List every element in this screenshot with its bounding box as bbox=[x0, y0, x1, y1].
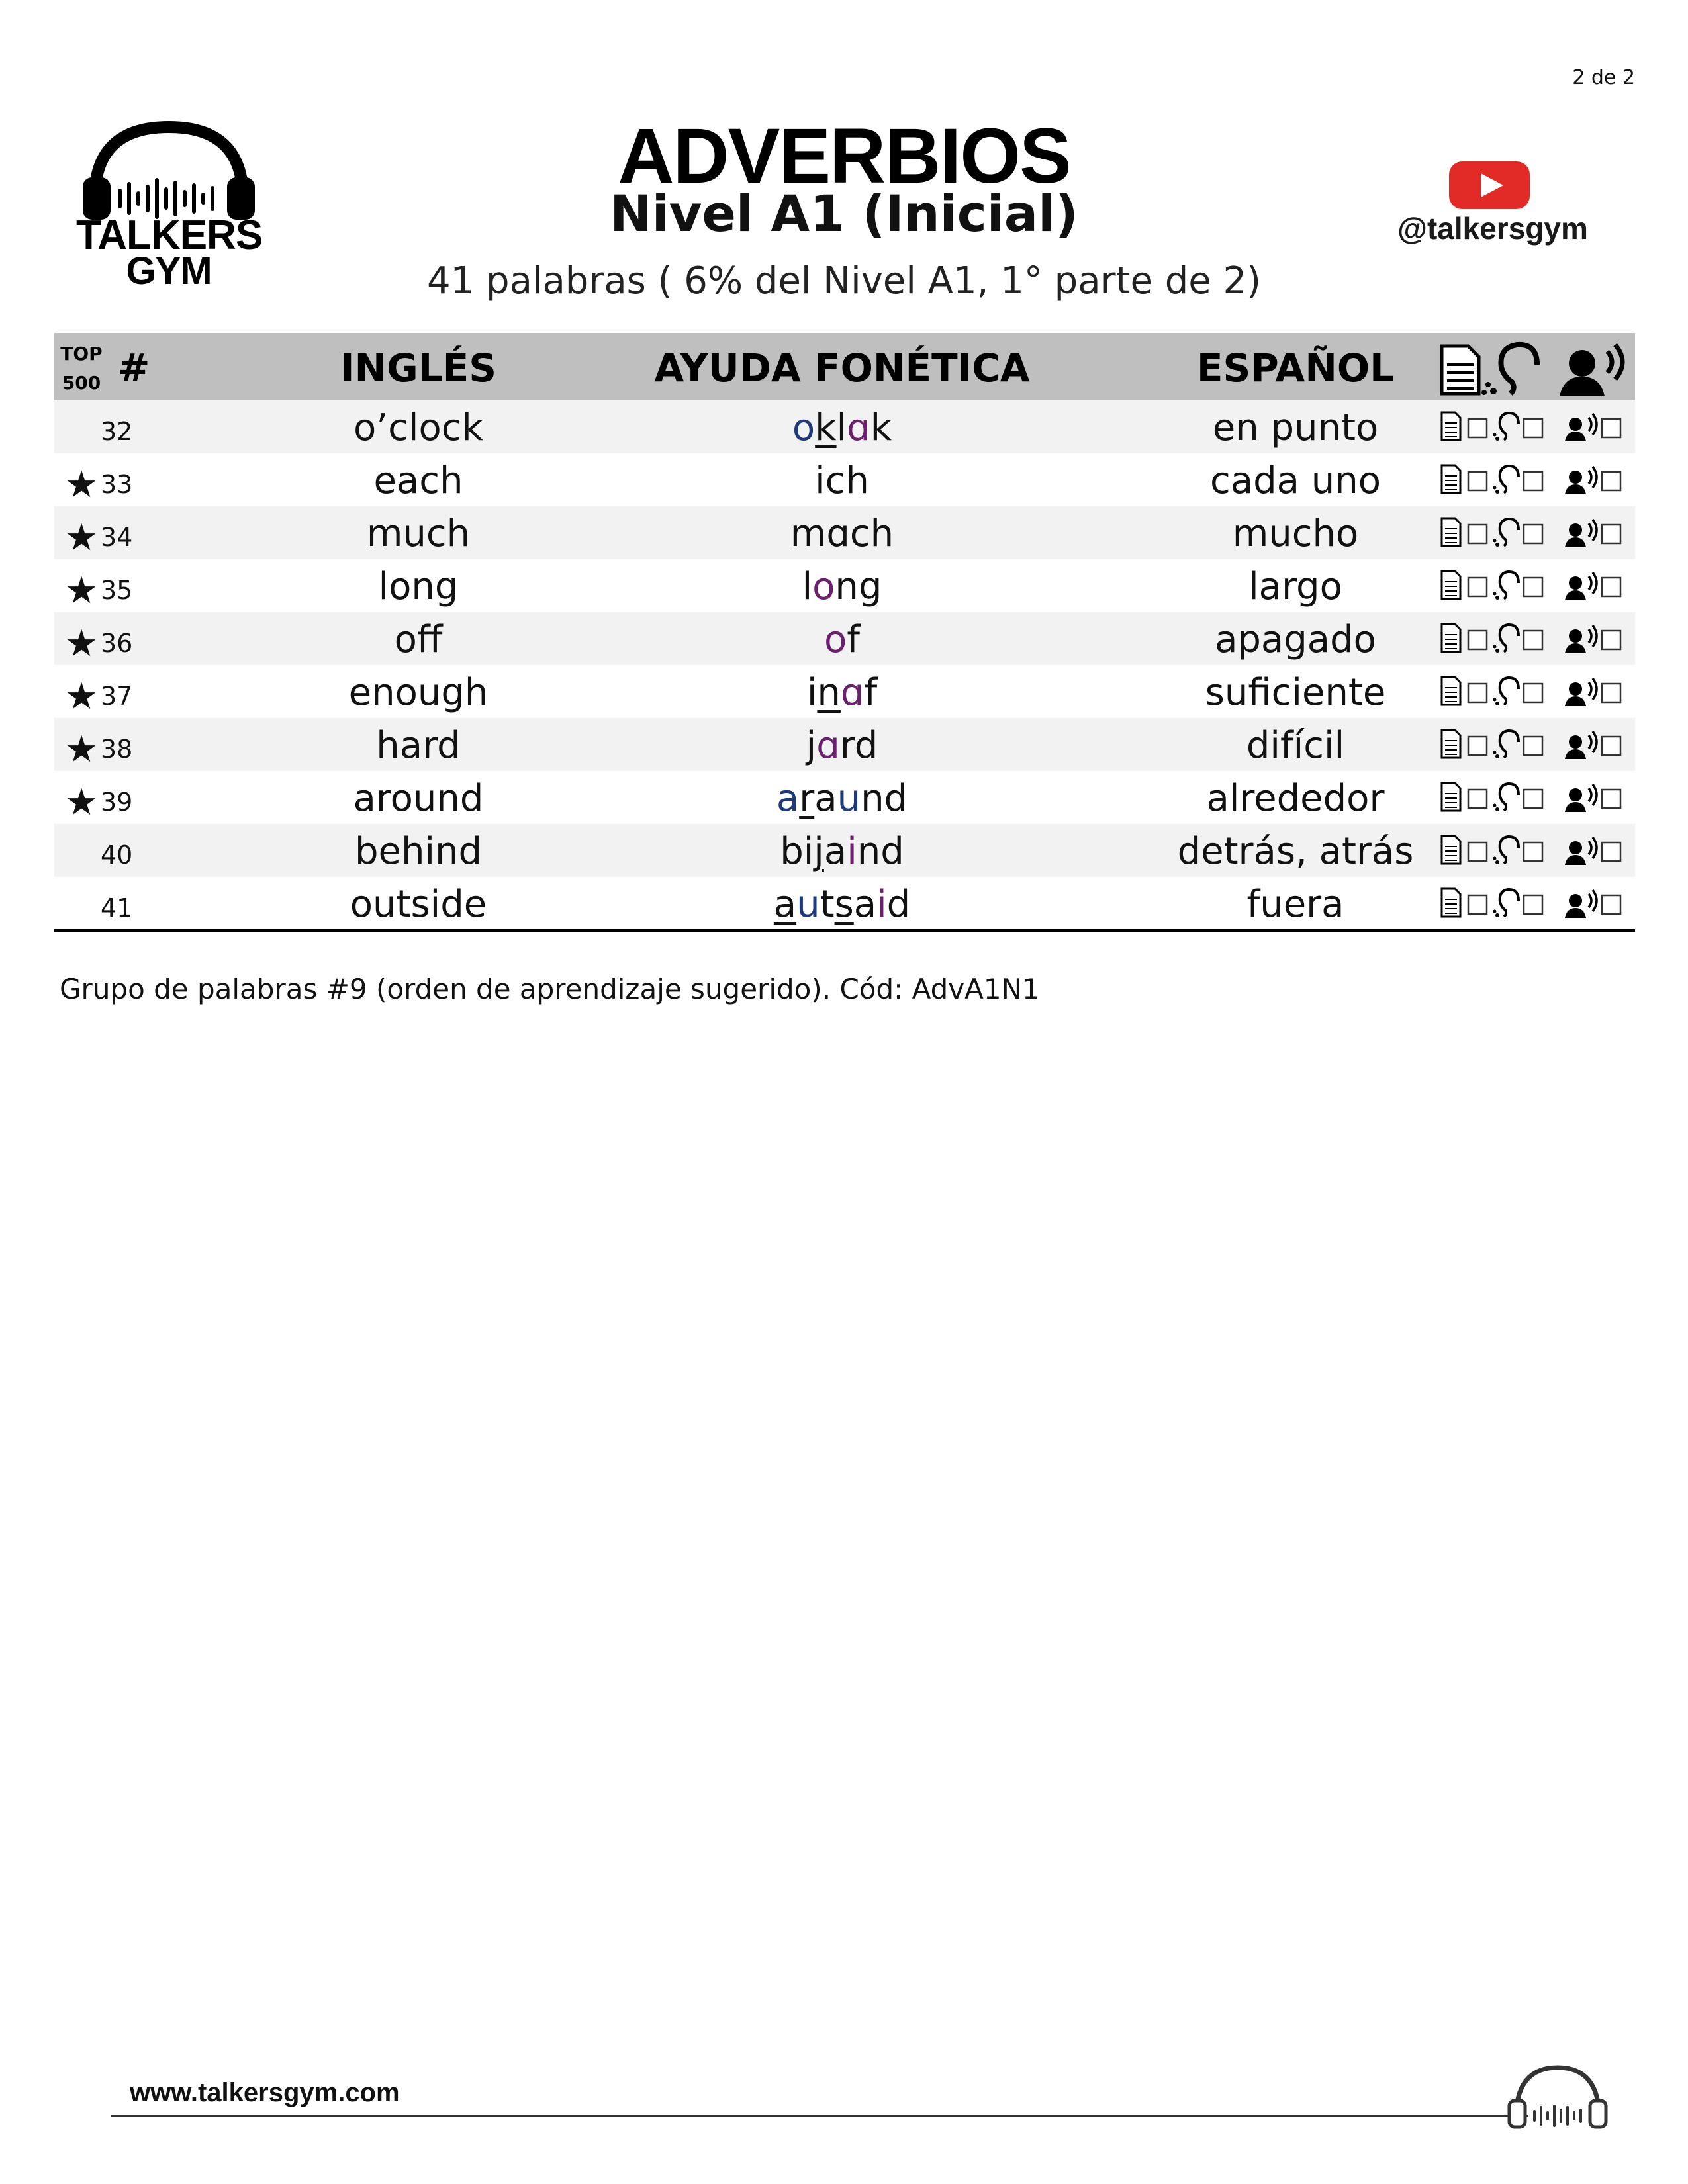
phonetic-help bbox=[610, 400, 1074, 453]
check-box-read bbox=[1468, 631, 1487, 649]
progress-checkboxes[interactable] bbox=[1439, 569, 1638, 602]
spanish-word: cada uno bbox=[1209, 459, 1381, 502]
table-row bbox=[54, 718, 1635, 771]
document-icon bbox=[1442, 836, 1460, 864]
phonetic-segment: bi bbox=[780, 830, 814, 873]
ear-icon bbox=[1493, 731, 1519, 758]
spanish-word: fuera bbox=[1246, 883, 1344, 926]
phonetic-help bbox=[610, 453, 1074, 506]
phonetic-segment: k bbox=[815, 406, 837, 449]
top500-star-icon bbox=[65, 824, 98, 877]
table-row bbox=[54, 612, 1635, 665]
row-number: 34 bbox=[101, 523, 133, 552]
phonetic-segment: nd bbox=[857, 830, 904, 873]
phonetic-help bbox=[610, 718, 1074, 771]
top500-star-icon: ★ bbox=[65, 781, 99, 824]
check-box-listen bbox=[1524, 525, 1542, 543]
check-box-read bbox=[1468, 842, 1487, 861]
row-number: 40 bbox=[101, 841, 133, 870]
ear-icon bbox=[1493, 519, 1519, 547]
spanish-word: detrás, atrás bbox=[1177, 830, 1414, 873]
ear-icon bbox=[1493, 889, 1519, 917]
check-box-listen bbox=[1524, 684, 1542, 702]
speaker-icon bbox=[1565, 837, 1597, 865]
english-word: each bbox=[373, 459, 463, 502]
phonetic-segment: mɑch bbox=[790, 512, 894, 555]
header-icons bbox=[1438, 338, 1636, 398]
phonetic-segment: a bbox=[773, 883, 797, 926]
top500-star-icon bbox=[65, 877, 98, 930]
spanish-word: suficiente bbox=[1205, 671, 1386, 714]
table-row bbox=[54, 824, 1635, 877]
check-box-read bbox=[1468, 737, 1487, 755]
ear-icon bbox=[1493, 466, 1519, 494]
document-icon bbox=[1442, 889, 1460, 917]
table-header bbox=[54, 333, 1635, 400]
check-box-listen bbox=[1524, 472, 1542, 490]
english-word: hard bbox=[376, 724, 461, 767]
group-note: Grupo de palabras #9 (orden de aprendizaje sugerido). Cód: AdvA1N1 bbox=[60, 973, 1040, 1005]
row-number: 36 bbox=[101, 629, 133, 658]
top500-star-icon: ★ bbox=[65, 569, 99, 612]
speaker-icon bbox=[1560, 345, 1622, 396]
table-row bbox=[54, 506, 1635, 559]
table-body bbox=[54, 400, 1635, 930]
document-icon bbox=[1442, 571, 1460, 599]
logo-text-gym: GYM bbox=[126, 250, 212, 293]
speaker-icon bbox=[1565, 678, 1597, 706]
phonetic-segment: l bbox=[802, 565, 813, 608]
table-row bbox=[54, 877, 1635, 930]
check-box-speak bbox=[1602, 895, 1620, 914]
speaker-icon bbox=[1565, 520, 1597, 547]
table-bottom-rule bbox=[54, 929, 1635, 932]
phonetic-segment: n bbox=[817, 671, 841, 714]
progress-checkboxes[interactable] bbox=[1439, 410, 1638, 443]
progress-checkboxes[interactable] bbox=[1439, 886, 1638, 919]
check-box-read bbox=[1468, 790, 1487, 808]
document-icon bbox=[1442, 730, 1460, 758]
check-box-read bbox=[1468, 578, 1487, 596]
phonetic-segment: r bbox=[799, 777, 815, 820]
check-box-speak bbox=[1602, 631, 1620, 649]
phonetic-segment: i bbox=[806, 671, 818, 714]
word-count: 41 palabras ( 6% del Nivel A1, 1° parte de 2) bbox=[426, 259, 1262, 302]
phonetic-help bbox=[610, 824, 1074, 877]
phonetic-segment: o bbox=[812, 565, 835, 608]
table-row bbox=[54, 559, 1635, 612]
vocabulary-table bbox=[54, 333, 1635, 930]
phonetic-segment: u bbox=[796, 883, 820, 926]
table-row bbox=[54, 453, 1635, 506]
check-box-read bbox=[1468, 684, 1487, 702]
row-number: 35 bbox=[101, 576, 133, 605]
top500-star-icon bbox=[65, 400, 98, 453]
phonetic-segment: ng bbox=[835, 565, 882, 608]
progress-checkboxes[interactable] bbox=[1439, 833, 1638, 866]
logo-text-talkers: TALKERS bbox=[76, 212, 263, 258]
phonetic-segment: ɑ bbox=[840, 671, 865, 714]
phonetic-segment: a bbox=[853, 883, 877, 926]
progress-checkboxes[interactable] bbox=[1439, 463, 1638, 496]
footer-url[interactable]: www.talkersgym.com bbox=[130, 2078, 400, 2107]
check-box-read bbox=[1468, 895, 1487, 914]
progress-checkboxes[interactable] bbox=[1439, 621, 1638, 655]
document-icon bbox=[1442, 346, 1479, 394]
row-number: 38 bbox=[101, 735, 133, 764]
phonetic-segment: u bbox=[837, 777, 861, 820]
spanish-word: apagado bbox=[1215, 618, 1376, 661]
header-spanish: ESPAÑOL bbox=[1196, 345, 1395, 390]
top500-header bbox=[58, 340, 105, 398]
spanish-word: difícil bbox=[1246, 724, 1345, 767]
check-box-listen bbox=[1524, 895, 1542, 914]
header-number: # bbox=[117, 345, 150, 390]
phonetic-segment: i bbox=[847, 830, 857, 873]
top500-line2: 500 bbox=[62, 372, 101, 394]
progress-checkboxes[interactable] bbox=[1439, 516, 1638, 549]
phonetic-segment: a bbox=[776, 777, 800, 820]
document-icon bbox=[1442, 412, 1460, 440]
speaker-icon bbox=[1565, 784, 1597, 812]
phonetic-segment: s bbox=[834, 883, 854, 926]
ear-icon bbox=[1493, 572, 1519, 600]
progress-checkboxes[interactable] bbox=[1439, 780, 1638, 813]
row-number: 32 bbox=[101, 417, 133, 446]
phonetic-segment: o bbox=[792, 406, 816, 449]
progress-checkboxes[interactable] bbox=[1439, 674, 1638, 707]
check-box-speak bbox=[1602, 578, 1620, 596]
speaker-icon bbox=[1565, 572, 1597, 600]
row-number: 41 bbox=[101, 893, 133, 923]
check-box-listen bbox=[1524, 631, 1542, 649]
ear-icon bbox=[1493, 625, 1519, 653]
table-row bbox=[54, 400, 1635, 453]
check-box-speak bbox=[1602, 842, 1620, 861]
phonetic-segment: f bbox=[847, 618, 860, 661]
phonetic-segment: a bbox=[823, 830, 847, 873]
check-box-speak bbox=[1602, 790, 1620, 808]
phonetic-segment: k bbox=[870, 406, 892, 449]
check-box-listen bbox=[1524, 842, 1542, 861]
check-box-speak bbox=[1602, 684, 1620, 702]
page-title: ADVERBIOS bbox=[618, 113, 1070, 200]
page-subtitle: Nivel A1 (Inicial) bbox=[610, 184, 1078, 243]
check-box-speak bbox=[1602, 525, 1620, 543]
phonetic-segment: j bbox=[806, 724, 817, 767]
check-box-listen bbox=[1524, 578, 1542, 596]
english-word: outside bbox=[350, 883, 487, 926]
top500-star-icon: ★ bbox=[65, 622, 99, 665]
footer-rule bbox=[111, 2115, 1528, 2117]
phonetic-help bbox=[610, 877, 1074, 930]
speaker-icon bbox=[1565, 890, 1597, 918]
document-icon bbox=[1442, 783, 1460, 811]
phonetic-help bbox=[610, 665, 1074, 718]
ear-icon bbox=[1493, 413, 1519, 441]
english-word: behind bbox=[354, 830, 483, 873]
phonetic-segment: ich bbox=[815, 459, 869, 502]
speaker-icon bbox=[1565, 731, 1597, 759]
check-box-speak bbox=[1602, 737, 1620, 755]
speaker-icon bbox=[1565, 467, 1597, 494]
phonetic-segment: o bbox=[824, 618, 847, 661]
phonetic-help bbox=[610, 559, 1074, 612]
spanish-word: en punto bbox=[1212, 406, 1379, 449]
english-word: enough bbox=[348, 671, 489, 714]
top500-line1: TOP bbox=[60, 343, 103, 365]
ear-icon bbox=[1493, 678, 1519, 705]
phonetic-segment: ɑ bbox=[847, 406, 870, 449]
row-number: 39 bbox=[101, 788, 133, 817]
document-icon bbox=[1442, 518, 1460, 546]
check-box-speak bbox=[1602, 472, 1620, 490]
phonetic-help bbox=[610, 506, 1074, 559]
english-word: around bbox=[353, 777, 484, 820]
check-box-listen bbox=[1524, 419, 1542, 437]
header-english: INGLÉS bbox=[340, 345, 497, 390]
document-icon bbox=[1442, 465, 1460, 493]
phonetic-segment: j bbox=[814, 830, 824, 873]
speaker-icon bbox=[1565, 414, 1597, 441]
page-number: 2 de 2 bbox=[1572, 66, 1635, 89]
phonetic-segment: i bbox=[876, 883, 887, 926]
top500-star-icon: ★ bbox=[65, 675, 99, 718]
youtube-handle[interactable]: @talkersgym bbox=[1397, 211, 1588, 246]
english-word: long bbox=[378, 565, 459, 608]
row-number: 33 bbox=[101, 470, 133, 499]
spanish-word: alrededor bbox=[1206, 777, 1385, 820]
footer-logo-icon bbox=[1501, 2060, 1614, 2132]
document-icon bbox=[1442, 677, 1460, 705]
phonetic-segment: a bbox=[814, 777, 837, 820]
ear-icon bbox=[1493, 784, 1519, 811]
table-row bbox=[54, 665, 1635, 718]
table-row bbox=[54, 771, 1635, 824]
progress-checkboxes[interactable] bbox=[1439, 727, 1638, 760]
phonetic-segment: ɑ bbox=[816, 724, 840, 767]
header-phonetic: AYUDA FONÉTICA bbox=[654, 345, 1030, 390]
check-box-read bbox=[1468, 472, 1487, 490]
spanish-word: largo bbox=[1248, 565, 1342, 608]
phonetic-segment: f bbox=[864, 671, 878, 714]
document-icon bbox=[1442, 624, 1460, 652]
phonetic-segment: t bbox=[820, 883, 835, 926]
top500-star-icon: ★ bbox=[65, 463, 99, 506]
check-box-listen bbox=[1524, 790, 1542, 808]
spanish-word: mucho bbox=[1232, 512, 1359, 555]
ear-icon bbox=[1481, 345, 1537, 395]
phonetic-segment: nd bbox=[861, 777, 908, 820]
top500-star-icon: ★ bbox=[65, 516, 99, 559]
check-box-read bbox=[1468, 419, 1487, 437]
ear-icon bbox=[1493, 837, 1519, 864]
check-box-read bbox=[1468, 525, 1487, 543]
phonetic-help bbox=[610, 771, 1074, 824]
phonetic-segment: l bbox=[836, 406, 847, 449]
youtube-icon[interactable] bbox=[1446, 159, 1532, 212]
check-box-speak bbox=[1602, 419, 1620, 437]
top500-star-icon: ★ bbox=[65, 728, 99, 771]
speaker-icon bbox=[1565, 625, 1597, 653]
check-box-listen bbox=[1524, 737, 1542, 755]
english-word: off bbox=[394, 618, 443, 661]
phonetic-help bbox=[610, 612, 1074, 665]
english-word: o’clock bbox=[353, 406, 483, 449]
phonetic-segment: rd bbox=[839, 724, 878, 767]
phonetic-segment: d bbox=[886, 883, 911, 926]
english-word: much bbox=[366, 512, 471, 555]
row-number: 37 bbox=[101, 682, 133, 711]
